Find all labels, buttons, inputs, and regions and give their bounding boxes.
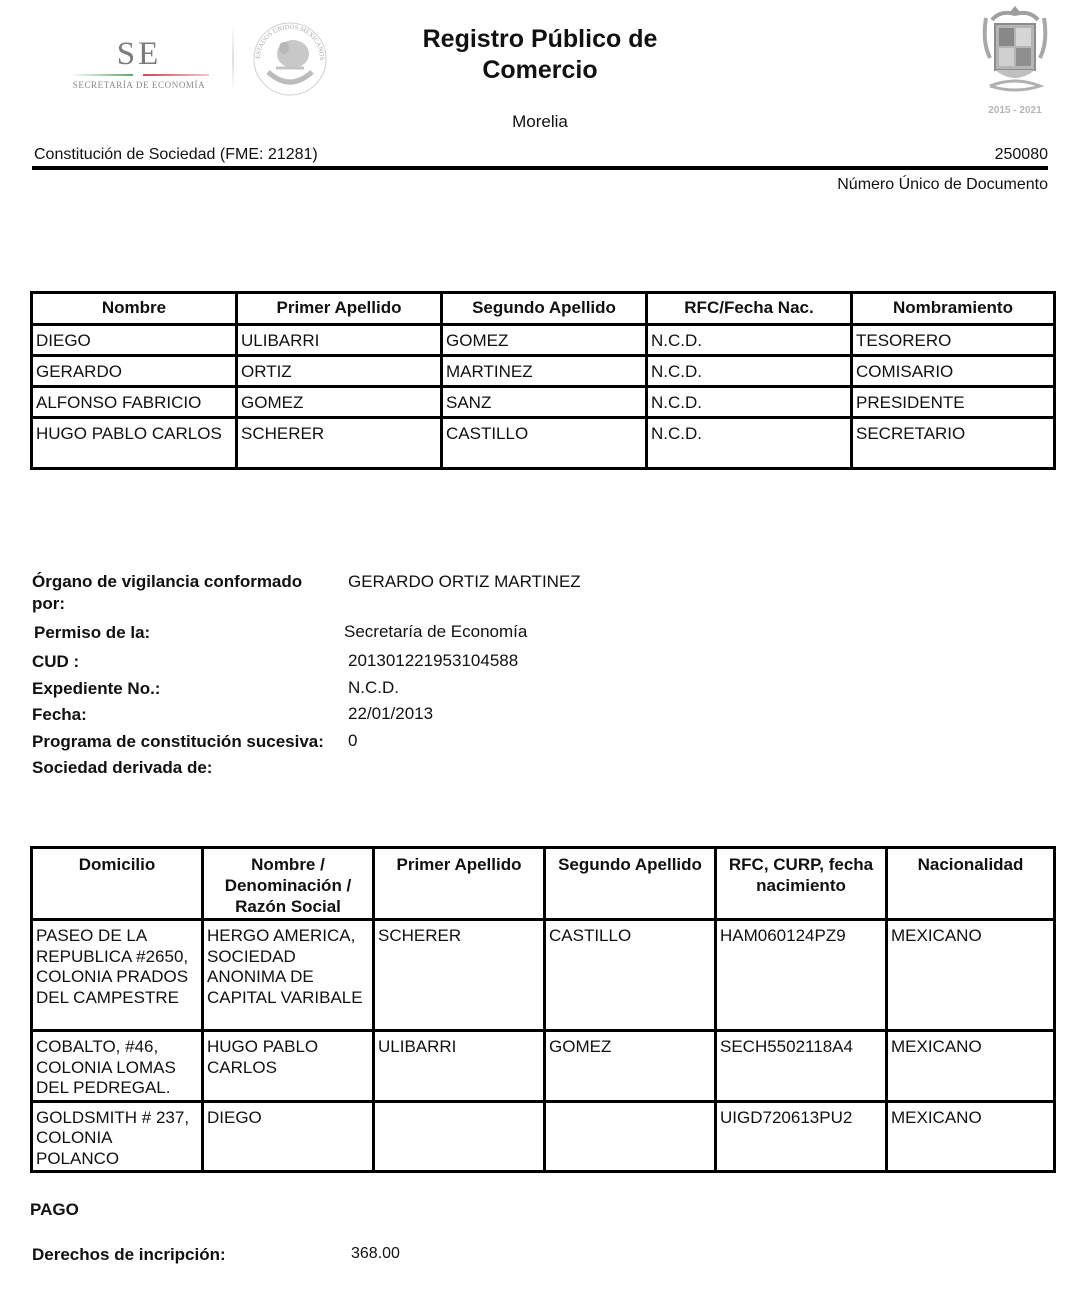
table-cell: CASTILLO: [442, 418, 647, 469]
table-cell: HAM060124PZ9: [716, 920, 887, 1031]
table-cell: SCHERER: [237, 418, 442, 469]
table-row: [32, 920, 1055, 1031]
column-header: Primer Apellido: [374, 848, 545, 920]
table-cell: [374, 1101, 545, 1172]
table-cell: ALFONSO FABRICIO: [32, 387, 237, 418]
table-cell: GOMEZ: [545, 1031, 716, 1102]
fecha-label: Fecha:: [32, 705, 87, 724]
fecha-value: 22/01/2013: [348, 704, 434, 723]
table-cell: N.C.D.: [647, 325, 852, 356]
table-cell: MEXICANO: [887, 920, 1055, 1031]
column-header: Primer Apellido: [237, 293, 442, 325]
city-label: Morelia: [512, 112, 568, 131]
table-cell: DIEGO: [203, 1101, 374, 1172]
shareholders-table: [30, 846, 1056, 1173]
organo-value: GERARDO ORTIZ MARTINEZ: [348, 572, 581, 591]
organo-label: Órgano de vigilancia conformado por:: [32, 572, 303, 613]
table-cell: SCHERER: [374, 920, 545, 1031]
table-row: [32, 1101, 1055, 1172]
table-row: [32, 387, 1055, 418]
table-cell: SECH5502118A4: [716, 1031, 887, 1102]
table-cell: N.C.D.: [647, 387, 852, 418]
mexico-seal-icon: [248, 20, 332, 98]
table-cell: TESORERO: [852, 325, 1055, 356]
derechos-value: 368.00: [351, 1245, 400, 1262]
officers-header-row: [32, 293, 1055, 325]
document-number-label: Número Único de Documento: [837, 176, 1048, 193]
secretaria-economia-logo: [64, 36, 214, 90]
michoacan-crest-icon: [980, 2, 1050, 102]
table-cell: ULIBARRI: [374, 1031, 545, 1102]
table-cell: MEXICANO: [887, 1101, 1055, 1172]
table-cell: HUGO PABLO CARLOS: [32, 418, 237, 469]
table-cell: ULIBARRI: [237, 325, 442, 356]
table-cell: GOMEZ: [237, 387, 442, 418]
expediente-value: N.C.D.: [348, 678, 399, 697]
permiso-value: Secretaría de Economía: [344, 622, 528, 641]
officers-table: [30, 291, 1056, 470]
table-row: [32, 356, 1055, 387]
programa-label: Programa de constitución sucesiva:: [32, 732, 324, 751]
crest-years: 2015 - 2021: [988, 105, 1042, 116]
table-row: [32, 1031, 1055, 1102]
table-cell: HERGO AMERICA, SOCIEDAD ANONIMA DE CAPITAL VARIBALE: [203, 920, 374, 1031]
table-cell: N.C.D.: [647, 356, 852, 387]
column-header: Nombre: [32, 293, 237, 325]
column-header: RFC, CURP, fecha nacimiento: [716, 848, 887, 920]
derechos-label: Derechos de incripción:: [32, 1245, 226, 1264]
table-cell: COBALTO, #46, COLONIA LOMAS DEL PEDREGAL.: [32, 1031, 203, 1102]
seal-text: ESTADOS UNIDOS MEXICANOS: [254, 23, 326, 61]
column-header: Segundo Apellido: [442, 293, 647, 325]
header-divider: [32, 166, 1048, 170]
column-header: Segundo Apellido: [545, 848, 716, 920]
table-row: [32, 325, 1055, 356]
table-cell: [545, 1101, 716, 1172]
table-cell: CASTILLO: [545, 920, 716, 1031]
table-cell: COMISARIO: [852, 356, 1055, 387]
green-stripe: [69, 74, 133, 76]
cud-value: 201301221953104588: [348, 651, 519, 670]
red-stripe: [143, 74, 209, 76]
document-number: 250080: [994, 146, 1048, 163]
sociedad-label: Sociedad derivada de:: [32, 758, 213, 777]
page-title: Registro Público de Comercio: [422, 25, 658, 84]
se-logo-letters: SE: [116, 36, 162, 72]
expediente-label: Expediente No.:: [32, 679, 161, 698]
table-cell: GOMEZ: [442, 325, 647, 356]
table-cell: MARTINEZ: [442, 356, 647, 387]
column-header: Nombre / Denominación / Razón Social: [203, 848, 374, 920]
table-cell: SANZ: [442, 387, 647, 418]
logo-divider: [232, 26, 234, 92]
table-cell: GERARDO: [32, 356, 237, 387]
table-cell: ORTIZ: [237, 356, 442, 387]
table-cell: HUGO PABLO CARLOS: [203, 1031, 374, 1102]
column-header: Nacionalidad: [887, 848, 1055, 920]
programa-value: 0: [348, 731, 358, 750]
table-cell: SECRETARIO: [852, 418, 1055, 469]
cud-label: CUD :: [32, 652, 80, 671]
column-header: Domicilio: [32, 848, 203, 920]
column-header: RFC/Fecha Nac.: [647, 293, 852, 325]
payment-heading: PAGO: [30, 1200, 79, 1219]
se-logo-subtitle: SECRETARÍA DE ECONOMÍA: [72, 80, 206, 90]
column-header: Nombramiento: [852, 293, 1055, 325]
permiso-label: Permiso de la:: [34, 623, 151, 642]
se-logo-stripes: [64, 74, 214, 76]
document-type: Constitución de Sociedad (FME: 21281): [34, 146, 318, 163]
shareholders-header-row: [32, 848, 1055, 920]
table-cell: UIGD720613PU2: [716, 1101, 887, 1172]
table-cell: MEXICANO: [887, 1031, 1055, 1102]
table-row: [32, 418, 1055, 469]
table-cell: PASEO DE LA REPUBLICA #2650, COLONIA PRADOS DEL CAMPESTRE: [32, 920, 203, 1031]
table-cell: GOLDSMITH # 237, COLONIA POLANCO: [32, 1101, 203, 1172]
table-cell: PRESIDENTE: [852, 387, 1055, 418]
table-cell: N.C.D.: [647, 418, 852, 469]
table-cell: DIEGO: [32, 325, 237, 356]
